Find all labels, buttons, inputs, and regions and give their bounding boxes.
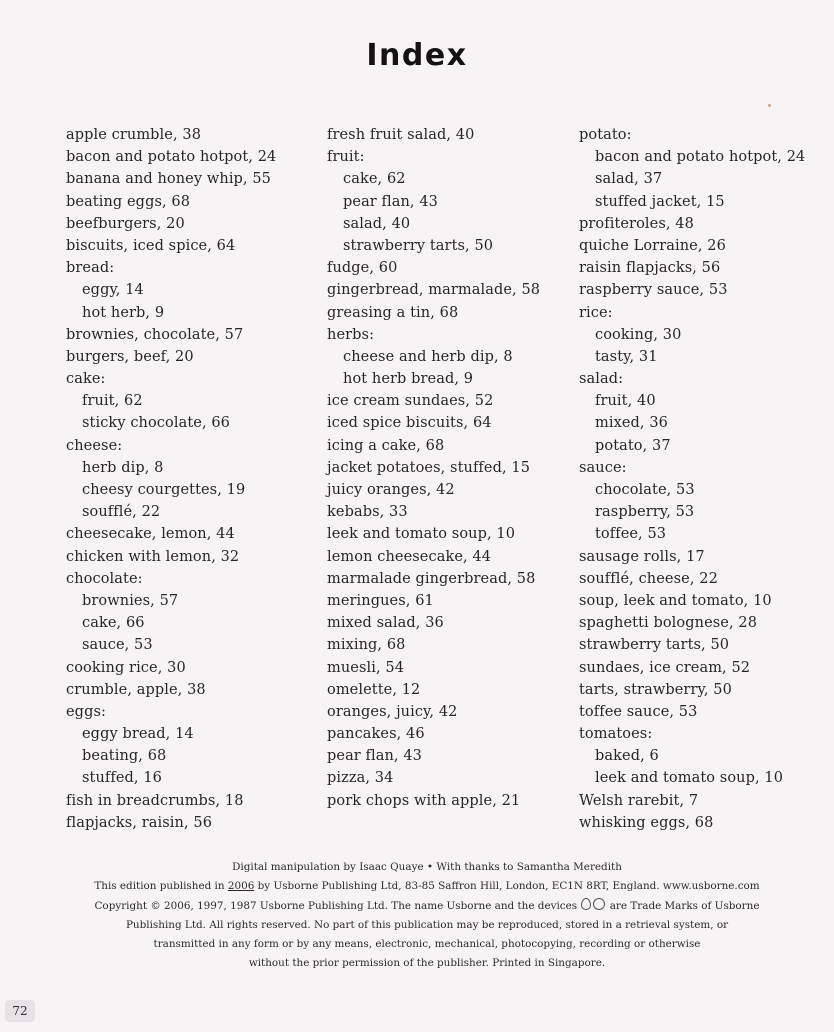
index-subentry: strawberry tarts, 50 xyxy=(343,237,494,254)
page-title: Index xyxy=(366,38,468,73)
copyright-suffix: are Trade Marks of Usborne xyxy=(609,899,760,912)
index-entry: chocolate: xyxy=(66,570,143,587)
index-entry: marmalade gingerbread, 58 xyxy=(327,570,536,587)
index-entry: pork chops with apple, 21 xyxy=(327,792,521,809)
index-entry: eggs: xyxy=(66,703,106,720)
index-entry: ice cream sundaes, 52 xyxy=(327,393,494,410)
publication-prefix: This edition published in xyxy=(94,880,228,893)
index-subentry: salad, 40 xyxy=(343,215,411,232)
index-subentry: salad, 37 xyxy=(595,171,663,188)
index-subentry: sauce, 53 xyxy=(82,637,153,654)
index-entry: gingerbread, marmalade, 58 xyxy=(327,282,541,299)
index-entry: brownies, chocolate, 57 xyxy=(66,326,244,343)
index-entry: raisin flapjacks, 56 xyxy=(579,260,721,277)
index-subentry: leek and tomato soup, 10 xyxy=(595,770,784,787)
rights-line: Publishing Ltd. All rights reserved. No part of this publication may be reproduced, stored in a retrieval system, or xyxy=(125,918,729,931)
index-entry: beating eggs, 68 xyxy=(66,193,191,210)
index-subentry: cheesy courgettes, 19 xyxy=(82,482,246,498)
index-entry: cooking rice, 30 xyxy=(66,659,186,676)
index-column-1 xyxy=(66,124,316,834)
index-entry: chicken with lemon, 32 xyxy=(66,548,240,565)
publication-address: by Usborne Publishing Ltd, 83-85 Saffron Hill, London, EC1N 8RT, England. www.usborne.com xyxy=(254,880,760,893)
index-entry: icing a cake, 68 xyxy=(327,437,445,454)
index-entry: lemon cheesecake, 44 xyxy=(327,548,492,565)
index-entry: cheese: xyxy=(66,437,123,454)
index-entry: pear flan, 43 xyxy=(327,748,423,765)
index-subentry: cooking, 30 xyxy=(595,326,682,343)
index-subentry: baked, 6 xyxy=(595,748,659,765)
index-entry: sundaes, ice cream, 52 xyxy=(579,659,751,676)
index-entry: soufflé, cheese, 22 xyxy=(579,570,718,587)
index-subentry: sticky chocolate, 66 xyxy=(82,415,231,432)
index-entry: spaghetti bolognese, 28 xyxy=(579,615,758,632)
index-subentry: tasty, 31 xyxy=(595,348,658,365)
usborne-balloon-icon xyxy=(581,898,591,910)
index-entry: leek and tomato soup, 10 xyxy=(327,526,516,543)
imprint-footer xyxy=(40,858,814,974)
index-entry: sauce: xyxy=(579,459,627,476)
permission-line: without the prior permission of the publisher. Printed in Singapore. xyxy=(248,957,606,970)
index-entry: jacket potatoes, stuffed, 15 xyxy=(327,459,531,476)
index-entry: cheesecake, lemon, 44 xyxy=(66,526,235,543)
index-subentry: beating, 68 xyxy=(82,748,167,765)
index-subentry: chocolate, 53 xyxy=(595,482,695,498)
index-subentry: herb dip, 8 xyxy=(82,459,164,476)
index-entry: tarts, strawberry, 50 xyxy=(579,681,732,698)
index-entry: apple crumble, 38 xyxy=(66,127,202,143)
index-entry: fruit: xyxy=(327,149,365,166)
index-subentry: raspberry, 53 xyxy=(595,504,695,521)
index-entry: quiche Lorraine, 26 xyxy=(579,237,726,254)
index-entry: mixed salad, 36 xyxy=(327,615,444,632)
index-entry: oranges, juicy, 42 xyxy=(327,703,458,720)
publication-line xyxy=(40,877,814,896)
index-entry: soup, leek and tomato, 10 xyxy=(579,592,772,609)
index-entry: muesli, 54 xyxy=(327,659,405,676)
index-subentry: hot herb, 9 xyxy=(82,304,165,321)
index-entry: biscuits, iced spice, 64 xyxy=(66,237,236,254)
index-entry: mixing, 68 xyxy=(327,637,406,654)
index-entry: fresh fruit salad, 40 xyxy=(327,127,475,143)
index-entry: salad: xyxy=(579,371,624,388)
publication-year: 2006 xyxy=(227,880,255,893)
index-entry: fish in breadcrumbs, 18 xyxy=(66,792,244,809)
index-entry: burgers, beef, 20 xyxy=(66,348,194,365)
index-entry: strawberry tarts, 50 xyxy=(579,637,730,654)
usborne-logo-icon xyxy=(593,898,605,910)
index-entry: meringues, 61 xyxy=(327,592,434,609)
index-entry: juicy oranges, 42 xyxy=(327,482,455,498)
index-column-2 xyxy=(327,124,577,812)
index-entry: banana and honey whip, 55 xyxy=(66,171,272,188)
index-subentry: fruit, 62 xyxy=(82,393,143,410)
index-subentry: bacon and potato hotpot, 24 xyxy=(595,149,806,166)
index-entry: greasing a tin, 68 xyxy=(327,304,459,321)
index-entry: omelette, 12 xyxy=(327,681,421,698)
copyright-line xyxy=(40,897,814,916)
index-subentry: pear flan, 43 xyxy=(343,193,439,210)
index-subentry: mixed, 36 xyxy=(595,415,668,432)
copyright-prefix: Copyright © 2006, 1997, 1987 Usborne Publishing Ltd. The name Usborne and the devices xyxy=(94,899,578,912)
index-entry: toffee sauce, 53 xyxy=(579,703,698,720)
index-subentry: cheese and herb dip, 8 xyxy=(343,348,513,365)
index-entry: herbs: xyxy=(327,326,375,343)
index-entry: crumble, apple, 38 xyxy=(66,681,206,698)
index-subentry: cake, 66 xyxy=(82,615,145,632)
transmission-line: transmitted in any form or by any means, electronic, mechanical, photocopying, recording or otherwise xyxy=(153,938,701,951)
index-subentry: eggy bread, 14 xyxy=(82,726,194,743)
index-column-3 xyxy=(579,124,819,834)
index-entry: fudge, 60 xyxy=(327,260,398,277)
index-entry: bread: xyxy=(66,260,115,277)
index-subentry: potato, 37 xyxy=(595,437,671,454)
index-entry: pancakes, 46 xyxy=(327,726,425,743)
index-entry: pizza, 34 xyxy=(327,770,394,787)
index-entry: kebabs, 33 xyxy=(327,504,408,521)
index-subentry: hot herb bread, 9 xyxy=(343,371,474,388)
index-entry: potato: xyxy=(579,127,632,143)
index-entry: flapjacks, raisin, 56 xyxy=(66,814,213,831)
index-entry: tomatoes: xyxy=(579,726,653,743)
index-entry: raspberry sauce, 53 xyxy=(579,282,728,299)
index-entry: Welsh rarebit, 7 xyxy=(579,792,699,809)
index-subentry: eggy, 14 xyxy=(82,282,144,299)
index-subentry: fruit, 40 xyxy=(595,393,656,410)
page-number: 72 xyxy=(5,1000,35,1022)
index-entry: bacon and potato hotpot, 24 xyxy=(66,149,277,166)
credits-line: Digital manipulation by Isaac Quaye • With thanks to Samantha Meredith xyxy=(232,861,622,873)
paper-speck xyxy=(768,104,771,107)
index-entry: cake: xyxy=(66,371,106,388)
index-subentry: cake, 62 xyxy=(343,171,406,188)
index-subentry: brownies, 57 xyxy=(82,592,179,609)
index-subentry: toffee, 53 xyxy=(595,526,667,543)
index-entry: rice: xyxy=(579,304,613,321)
index-subentry: stuffed jacket, 15 xyxy=(595,193,725,210)
index-entry: iced spice biscuits, 64 xyxy=(327,415,492,432)
index-entry: sausage rolls, 17 xyxy=(579,548,705,565)
index-entry: profiteroles, 48 xyxy=(579,215,694,232)
index-entry: whisking eggs, 68 xyxy=(579,814,714,831)
index-entry: beefburgers, 20 xyxy=(66,215,185,232)
index-subentry: soufflé, 22 xyxy=(82,504,161,521)
index-subentry: stuffed, 16 xyxy=(82,770,162,787)
